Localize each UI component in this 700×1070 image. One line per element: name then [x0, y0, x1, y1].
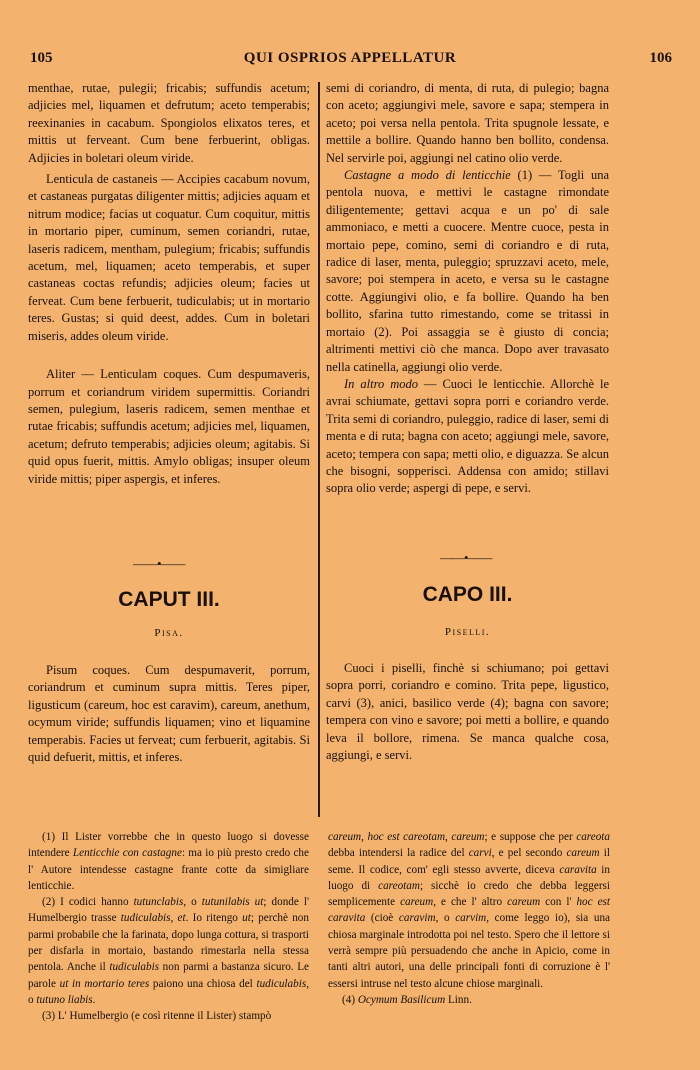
- italian-recipe-title-3: In altro modo: [344, 376, 418, 391]
- page-number-left: 105: [30, 50, 53, 66]
- footnote-3-start: (3) L' Humelbergio (e così ritenne il Lister) stampò: [42, 1010, 272, 1023]
- latin-paragraph-3: Aliter — Lenticulam coques. Cum despumaveris, porrum et coriandrum viridem supermittis. Coriandri semen, pulegium, laseris radicem, semen menthae et rutae fricabis; suffundis acetum; adjicies mel, liquamen, acetum; defruto temperabis; adjicies oleum; agitabis. Si quid opus fuerit, mittis. Amylo obligas; insuper oleum viride mittis; piper aspergis, et inferes.: [28, 367, 310, 486]
- latin-paragraph-2: Lenticula de castaneis — Accipies cacabum novum, et castaneas purgatas diligenter mittis; adjicies aquam et nitrum modice; facias ut coquatur. Cum coquitur, mittis in mortario piper, cuminum, semen coriandri, rutae, laseris radicem, mentham, pulegium; fricabis; suffundis acetum, mel, liquamen; aceto temperabis, et super castaneas coctas refundis; adjicies oleum; facies ut ferveat. Cum bene ferbuerit, tudiculabis; ut in mortario teres. Gustas; si quid deest, addes. Cum in boletari miseris, addes oleum viride.: [28, 172, 310, 343]
- column-divider: [318, 82, 320, 817]
- footnote-3-continued: careum, hoc est careotam, careum; e suppose che per careota debba intendersi la radice del carvi, e pel secondo careum il seme. Il codice, com' egli stesso avverte, diceva caravita in luogo di careotam; sicchè io credo che debba leggersi semplicemente careum, e che l' altro careum con l' hoc est caravita (cioè caravim, o carvim, come leggo io), sia una chiosa marginale introdotta poi nel testo. Spero che il lettore si verrà sempre più persuadendo che anche in Apicio, come in tanti altri autori, una delle principali fonti di corruzione è l' essersi intruse nel testo alcune chiose marginali.: [328, 831, 611, 990]
- chapter-subtitle-italian: Piselli.: [444, 626, 491, 638]
- italian-column: [326, 80, 609, 498]
- latin-paragraph-4: Pisum coques. Cum despumaverit, porrum, coriandrum et cuminum supra mittis. Teres piper, ligusticum (careum, hoc est caravim), careum, anethum, ocymum viride; suffundis liquamen; vino et liquamine temperabis. Facies ut ferveat; cum ferbuerit, agitabis. Si quid defuerit, mittis, et inferes.: [28, 663, 310, 765]
- latin-paragraph-1: menthae, rutae, pulegii; fricabis; suffundis acetum; adjicies mel, liquamen et defrutum; aceto temperabis; reexinanies in cacabum. Spongiolos elixatos teres, et mittis ut ferveant. Cum bene ferbuerint, obligas. Adjicies in boletari oleum viride.: [28, 81, 310, 165]
- italian-paragraph-2: Castagne a modo di lenticchie (1) — Togli una pentola nuova, e mettivi le castagne rimondate diligentemente; gettavi acqua e un po' di sale ammoniaco, e metti a cuocere. Mentre cuoce, pesta in mortaio pepe, comino, semi di coriandro e di ruta, radice di laser, menta, puleggio; spruzzavi aceto, mele, savore; poi stempera in aceto, e versa su le castagne cotte. Aggiungivi olio, e fa bollire. Quando ha ben bollito, sfarina tutto rimestando, come se tritassi in mortaio (2). Poi assaggia se è giusto di concia; altrimenti mettivi ciò che manca. Dopo aver travasato nella catinella, aggiungi olio verde.: [326, 168, 610, 374]
- footnotes-left: [28, 829, 309, 1025]
- ornament-left: ——•——: [133, 556, 185, 571]
- italian-recipe-title-2: Castagne a modo di lenticchie: [344, 168, 511, 183]
- footnote-4: (4) Ocymum Basilicum Linn.: [342, 993, 472, 1006]
- footnote-2: (2) I codici hanno tutunclabis, o tutunilabis ut; donde l' Humelbergio trasse tudiculabis, et. Io ritengo ut; perchè non parmi probabile che la farinata, dopo lunga cottura, si trasporti per disfarla in mortaio, bastando rimestarla nella stessa pentola. Anche il tudiculabis non parmi a bastanza sicuro. Le parole ut in mortario teres paiono una chiosa del tudiculabis, o tutuno liabis.: [28, 896, 310, 1006]
- italian-paragraph-1: semi di coriandro, di menta, di ruta, di pulegio; bagna con aceto; aggiungivi mele, savore e sapa; stempera in aceto; poi versa nella pentola. Trita spugnole lessate, e mettile a bollire. Quando hanno ben bollito, condensa. Nel servirle poi, aggiungi nel catino olio verde.: [326, 81, 609, 165]
- footnotes-right: [328, 829, 610, 1008]
- page-number-right: 106: [649, 50, 672, 66]
- chapter-heading-latin: CAPUT III.: [118, 588, 220, 611]
- chapter-subtitle-latin: Pisa.: [154, 627, 184, 639]
- running-title: QUI OSPRIOS APPELLATUR: [243, 50, 457, 66]
- chapter-heading-italian: CAPO III.: [422, 583, 513, 606]
- ornament-right: ——•——: [440, 550, 492, 565]
- latin-column: [28, 80, 310, 488]
- italian-paragraph-4: Cuoci i piselli, finchè si schiumano; poi gettavi sopra porri, coriandro e comino. Trita pepe, ligustico, carvi (3), anici, basilico verde (4); bagna con savore; tempera con vino e savore; poi metti a bollire, e quando leva il bollore, rimena. Se manca qualche cosa, aggiungi, e servi.: [326, 661, 609, 763]
- latin-recipe-title-2: Lenticula de castaneis: [46, 172, 158, 187]
- footnote-1: (1) Il Lister vorrebbe che in questo luogo si dovesse intendere Lenticchie con castagne: ma io più presto credo che l' Autore intendesse castagne frante cotte da simigliare lenticchie.: [28, 831, 309, 892]
- latin-recipe-title-3: Aliter: [46, 367, 76, 382]
- running-header: [22, 50, 678, 72]
- italian-paragraph-3: In altro modo — Cuoci le lenticchie. Allorchè le avrai schiumate, gettavi sopra porri e coriandro verde. Trita semi di coriandro, puleggio, radice di laser, semi di menta e di ruta; bagna con aceto; aggiungi mele, savore, aceto; tempera con sapa; metti olio, e diguazza. Se alcun che bisogni, sopperisci. Addensa con amido; stillavi sopra olio verde; aspergi di pepe, e servi.: [326, 376, 610, 496]
